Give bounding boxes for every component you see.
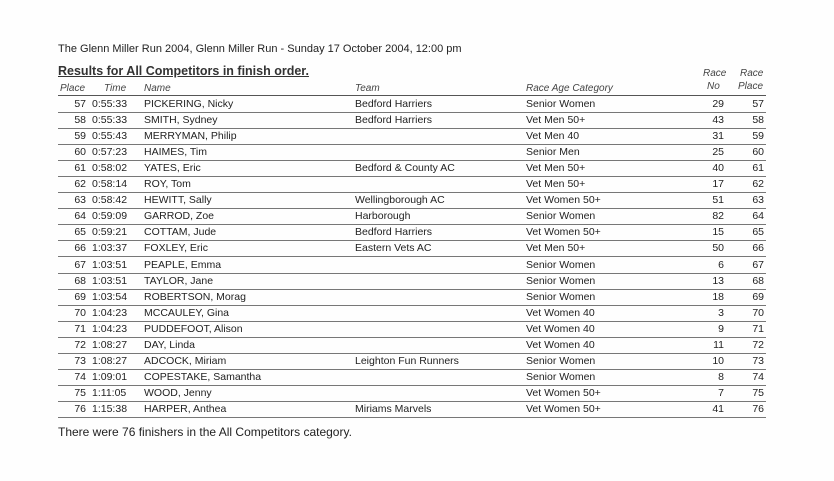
table-row — [58, 112, 766, 129]
cell-place: 65 — [74, 226, 86, 239]
cell-time: 1:03:37 — [92, 242, 128, 255]
cell-place: 60 — [74, 146, 86, 159]
cell-name: WOOD, Jenny — [144, 386, 212, 399]
cell-race-place: 57 — [752, 98, 764, 110]
cell-place: 61 — [74, 162, 86, 175]
table-row — [58, 273, 766, 290]
cell-place: 75 — [74, 386, 86, 399]
cell-time: 1:11:05 — [92, 386, 127, 399]
table-row — [58, 176, 766, 193]
cell-place: 69 — [74, 290, 86, 303]
cell-team: Miriams Marvels — [355, 402, 432, 415]
cell-name: HARPER, Anthea — [144, 402, 227, 415]
cell-name: YATES, Eric — [144, 162, 201, 175]
cell-race-no: 29 — [712, 98, 724, 110]
header-team: Team — [355, 83, 380, 94]
header-race-no-line2: No — [707, 81, 720, 92]
event-title: The Glenn Miller Run 2004, Glenn Miller Run - Sunday 17 October 2004, 12:00 pm — [58, 43, 462, 55]
cell-race-place: 69 — [752, 290, 764, 303]
cell-place: 74 — [74, 370, 86, 383]
cell-team: Bedford Harriers — [355, 114, 433, 127]
cell-time: 1:08:27 — [92, 338, 128, 351]
cell-time: 1:04:23 — [92, 322, 128, 335]
table-row — [58, 337, 766, 354]
cell-category: Vet Men 50+ — [526, 178, 586, 191]
cell-time: 0:58:02 — [92, 162, 128, 175]
table-row — [58, 160, 766, 177]
cell-name: HEWITT, Sally — [144, 194, 212, 207]
cell-race-no: 18 — [712, 290, 724, 303]
cell-category: Senior Men — [526, 146, 580, 159]
cell-race-place: 63 — [752, 194, 764, 207]
cell-time: 1:04:23 — [92, 306, 128, 319]
cell-race-no: 43 — [712, 114, 724, 127]
cell-category: Vet Men 50+ — [526, 162, 586, 175]
header-race-no-line1: Race — [703, 68, 727, 79]
cell-category: Senior Women — [526, 274, 596, 287]
cell-name: COPESTAKE, Samantha — [144, 370, 262, 383]
cell-team: Bedford & County AC — [355, 162, 455, 175]
cell-name: HAIMES, Tim — [144, 146, 208, 159]
cell-place: 66 — [74, 242, 86, 255]
table-row — [58, 224, 766, 241]
cell-category: Vet Men 50+ — [526, 114, 586, 127]
table-row — [58, 353, 766, 370]
cell-name: TAYLOR, Jane — [144, 274, 214, 287]
cell-name: COTTAM, Jude — [144, 226, 217, 239]
cell-category: Senior Women — [526, 370, 596, 383]
cell-team: Eastern Vets AC — [355, 242, 432, 255]
cell-category: Senior Women — [526, 98, 596, 110]
table-row — [58, 385, 766, 402]
finishers-summary: There were 76 finishers in the All Competitors category. — [58, 425, 352, 439]
header-category: Race Age Category — [526, 83, 613, 94]
table-row — [58, 192, 766, 209]
cell-race-place: 68 — [752, 274, 764, 287]
cell-race-no: 40 — [712, 162, 724, 175]
cell-name: ROY, Tom — [144, 178, 191, 191]
cell-race-no: 6 — [718, 258, 724, 271]
cell-time: 0:57:23 — [92, 146, 128, 159]
cell-time: 0:59:21 — [92, 226, 128, 239]
cell-time: 0:55:43 — [92, 130, 128, 143]
cell-race-place: 59 — [752, 130, 764, 143]
cell-team: Leighton Fun Runners — [355, 354, 459, 367]
cell-race-no: 13 — [712, 274, 724, 287]
header-race-place-line2: Place — [738, 81, 764, 92]
cell-time: 1:03:51 — [92, 258, 128, 271]
cell-name: PEAPLE, Emma — [144, 258, 222, 271]
table-row — [58, 96, 766, 113]
cell-time: 0:55:33 — [92, 98, 128, 110]
cell-category: Vet Women 50+ — [526, 386, 601, 399]
cell-category: Vet Men 40 — [526, 130, 580, 143]
cell-name: PICKERING, Nicky — [144, 98, 234, 110]
table-row — [58, 401, 766, 418]
cell-category: Senior Women — [526, 354, 596, 367]
cell-race-no: 3 — [718, 306, 724, 319]
cell-place: 73 — [74, 354, 86, 367]
cell-race-no: 10 — [712, 354, 724, 367]
cell-place: 72 — [74, 338, 86, 351]
cell-race-no: 9 — [718, 322, 724, 335]
cell-category: Vet Women 40 — [526, 306, 595, 319]
cell-time: 0:58:14 — [92, 178, 128, 191]
cell-place: 67 — [74, 258, 86, 271]
cell-place: 76 — [74, 402, 86, 415]
table-row — [58, 144, 766, 161]
cell-race-place: 58 — [752, 114, 764, 127]
cell-category: Vet Women 50+ — [526, 402, 601, 415]
table-row — [58, 128, 766, 145]
cell-category: Senior Women — [526, 290, 596, 303]
cell-place: 58 — [74, 114, 86, 127]
cell-category: Vet Women 50+ — [526, 194, 601, 207]
cell-time: 0:55:33 — [92, 114, 128, 127]
header-race-place-line1: Race — [740, 68, 764, 79]
cell-race-place: 70 — [752, 306, 764, 319]
cell-race-no: 15 — [712, 226, 724, 239]
cell-team: Wellingborough AC — [355, 194, 445, 207]
cell-time: 1:15:38 — [92, 402, 128, 415]
header-time: Time — [104, 83, 127, 94]
cell-category: Vet Women 40 — [526, 322, 595, 335]
cell-place: 70 — [74, 306, 86, 319]
cell-category: Vet Women 50+ — [526, 226, 601, 239]
table-row — [58, 240, 766, 257]
table-row — [58, 289, 766, 306]
cell-race-no: 50 — [712, 242, 724, 255]
cell-name: GARROD, Zoe — [144, 210, 215, 223]
cell-team: Bedford Harriers — [355, 226, 433, 239]
cell-time: 1:03:54 — [92, 290, 128, 303]
cell-name: FOXLEY, Eric — [144, 242, 208, 255]
cell-time: 1:09:01 — [92, 370, 128, 383]
cell-race-no: 7 — [718, 386, 724, 399]
cell-race-place: 62 — [752, 178, 764, 191]
cell-place: 71 — [74, 322, 86, 335]
cell-name: SMITH, Sydney — [144, 114, 218, 127]
cell-place: 59 — [74, 130, 86, 143]
cell-time: 1:08:27 — [92, 354, 128, 367]
cell-race-no: 51 — [712, 194, 724, 207]
cell-place: 57 — [74, 98, 86, 110]
cell-team: Bedford Harriers — [355, 98, 433, 110]
cell-place: 63 — [74, 194, 86, 207]
cell-time: 0:58:42 — [92, 194, 128, 207]
cell-race-place: 61 — [752, 162, 764, 175]
cell-race-no: 82 — [712, 210, 724, 223]
cell-name: MERRYMAN, Philip — [144, 130, 237, 143]
cell-race-place: 67 — [752, 258, 764, 271]
cell-name: ADCOCK, Miriam — [144, 354, 227, 367]
cell-category: Vet Women 40 — [526, 338, 595, 351]
cell-race-no: 8 — [718, 370, 724, 383]
cell-race-place: 71 — [752, 322, 764, 335]
table-row — [58, 305, 766, 322]
header-place: Place — [60, 83, 86, 94]
cell-team: Harborough — [355, 210, 411, 223]
cell-category: Vet Men 50+ — [526, 242, 586, 255]
cell-race-no: 41 — [712, 402, 724, 415]
table-row — [58, 369, 766, 386]
cell-category: Senior Women — [526, 258, 596, 271]
cell-race-no: 11 — [713, 338, 724, 351]
cell-name: PUDDEFOOT, Alison — [144, 322, 243, 335]
cell-race-place: 66 — [752, 242, 764, 255]
table-row — [58, 257, 766, 274]
table-row — [58, 208, 766, 225]
cell-place: 68 — [74, 274, 86, 287]
cell-race-place: 76 — [752, 402, 764, 415]
cell-race-place: 74 — [752, 370, 764, 383]
cell-place: 62 — [74, 178, 86, 191]
table-row — [58, 321, 766, 338]
cell-name: MCCAULEY, Gina — [144, 306, 230, 319]
cell-race-no: 25 — [712, 146, 724, 159]
cell-time: 0:59:09 — [92, 210, 128, 223]
cell-place: 64 — [74, 210, 86, 223]
results-heading: Results for All Competitors in finish order. — [58, 64, 309, 78]
cell-race-place: 73 — [752, 354, 764, 367]
cell-race-no: 31 — [712, 130, 724, 143]
cell-category: Senior Women — [526, 210, 596, 223]
cell-race-no: 17 — [712, 178, 724, 191]
cell-race-place: 64 — [752, 210, 764, 223]
cell-race-place: 65 — [752, 226, 764, 239]
header-name: Name — [144, 83, 171, 94]
cell-race-place: 60 — [752, 146, 764, 159]
cell-name: DAY, Linda — [144, 338, 195, 351]
cell-time: 1:03:51 — [92, 274, 128, 287]
cell-race-place: 75 — [752, 386, 764, 399]
cell-race-place: 72 — [752, 338, 764, 351]
cell-name: ROBERTSON, Morag — [144, 290, 246, 303]
